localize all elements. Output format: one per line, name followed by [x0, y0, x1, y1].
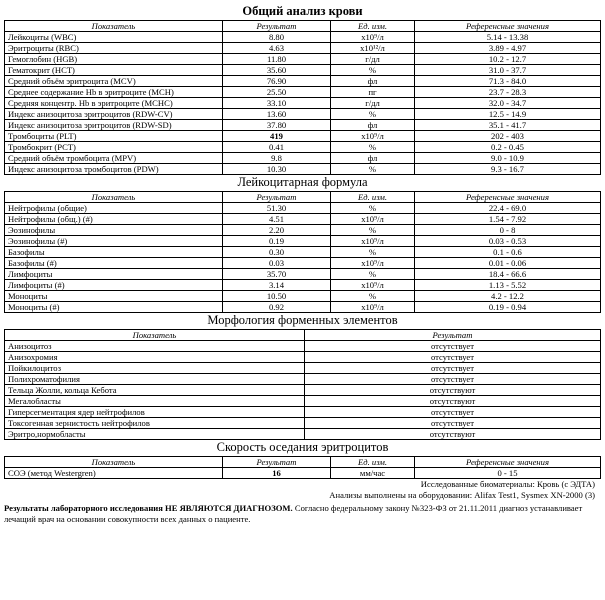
cell-unit: %: [331, 269, 415, 280]
table-row: [5, 429, 601, 440]
cell-unit: x10¹²/л: [331, 43, 415, 54]
cell-name: Средний объём тромбоцита (MPV): [5, 153, 223, 164]
cell-unit: %: [331, 164, 415, 175]
table-row: [5, 468, 601, 479]
table-row: [5, 302, 601, 313]
cell-name: Базофилы: [5, 247, 223, 258]
table-row: [5, 396, 601, 407]
table-row: [5, 76, 601, 87]
cell-ref: 1.13 - 5.52: [415, 280, 601, 291]
table-row: [5, 203, 601, 214]
cell-result: отсутствует: [305, 418, 601, 429]
cell-ref: 10.2 - 12.7: [415, 54, 601, 65]
cell-name: Пойкилоцитоз: [5, 363, 305, 374]
cell-unit: мм/час: [331, 468, 415, 479]
table-row: [5, 225, 601, 236]
cell-ref: 12.5 - 14.9: [415, 109, 601, 120]
table-row: [5, 120, 601, 131]
cell-ref: 0 - 8: [415, 225, 601, 236]
cell-name: Мегалобласты: [5, 396, 305, 407]
cell-name: Полихроматофилия: [5, 374, 305, 385]
cell-result: 51.30: [223, 203, 331, 214]
cell-ref: 35.1 - 41.7: [415, 120, 601, 131]
cell-ref: 0.1 - 0.6: [415, 247, 601, 258]
cell-unit: x10⁹/л: [331, 236, 415, 247]
cell-result: отсутствует: [305, 363, 601, 374]
cell-unit: г/дл: [331, 98, 415, 109]
header-indicator: Показатель: [5, 457, 223, 468]
cell-result: отсутствует: [305, 352, 601, 363]
table-row: [5, 214, 601, 225]
cell-unit: фл: [331, 153, 415, 164]
cell-name: Эритроциты (RBC): [5, 43, 223, 54]
header-unit: Ед. изм.: [331, 192, 415, 203]
header-indicator: Показатель: [5, 192, 223, 203]
cell-name: Средний объём эритроцита (MCV): [5, 76, 223, 87]
cell-result: отсутствует: [305, 407, 601, 418]
esr-table: [4, 456, 601, 479]
lab-report: [4, 4, 601, 525]
cell-ref: 0.01 - 0.06: [415, 258, 601, 269]
cell-result: 4.63: [223, 43, 331, 54]
cell-result: отсутствует: [305, 341, 601, 352]
cell-name: Гематокрит (HCT): [5, 65, 223, 76]
cell-ref: 23.7 - 28.3: [415, 87, 601, 98]
cell-ref: 71.3 - 84.0: [415, 76, 601, 87]
cell-name: Тромбоциты (PLT): [5, 131, 223, 142]
cell-unit: %: [331, 247, 415, 258]
cell-unit: %: [331, 65, 415, 76]
cell-result: 10.30: [223, 164, 331, 175]
cell-name: Лимфоциты (#): [5, 280, 223, 291]
cell-name: Тромбокрит (PCT): [5, 142, 223, 153]
cell-result: отсутствует: [305, 374, 601, 385]
cell-name: Среднее содержание Hb в эритроците (MCH): [5, 87, 223, 98]
table-row: [5, 54, 601, 65]
header-unit: Ед. изм.: [331, 21, 415, 32]
cell-name: Базофилы (#): [5, 258, 223, 269]
header-reference: Референсные значения: [415, 457, 601, 468]
table-row: [5, 352, 601, 363]
cell-name: Моноциты: [5, 291, 223, 302]
table-row: [5, 258, 601, 269]
cell-result: 4.51: [223, 214, 331, 225]
cell-ref: 5.14 - 13.38: [415, 32, 601, 43]
table-row: [5, 247, 601, 258]
section-title-esr: Скорость оседания эритроцитов: [216, 440, 389, 454]
cell-result: 35.60: [223, 65, 331, 76]
cell-result: 0.41: [223, 142, 331, 153]
cell-ref: 18.4 - 66.6: [415, 269, 601, 280]
table-row: [5, 291, 601, 302]
section-title-general: Общий анализ крови: [242, 4, 363, 18]
cell-name: Средняя концентр. Hb в эритроците (MCHC): [5, 98, 223, 109]
cell-name: Индекс анизоцитоза эритроцитов (RDW-SD): [5, 120, 223, 131]
cell-result: 9.8: [223, 153, 331, 164]
cell-name: Нейтрофилы (общ.) (#): [5, 214, 223, 225]
cell-unit: г/дл: [331, 54, 415, 65]
cell-ref: 32.0 - 34.7: [415, 98, 601, 109]
cell-ref: 9.0 - 10.9: [415, 153, 601, 164]
cell-name: Анизохромия: [5, 352, 305, 363]
cell-unit: %: [331, 225, 415, 236]
cell-result: отсутствуют: [305, 429, 601, 440]
cell-unit: %: [331, 142, 415, 153]
biomaterial-note: Исследованные биоматериалы: Кровь (с ЭДТА): [420, 479, 595, 489]
cell-name: Лейкоциты (WBC): [5, 32, 223, 43]
cell-unit: %: [331, 109, 415, 120]
morph-table: [4, 329, 601, 440]
header-reference: Референсные значения: [415, 192, 601, 203]
cell-name: Нейтрофилы (общие): [5, 203, 223, 214]
cell-result: 0.19: [223, 236, 331, 247]
table-row: [5, 407, 601, 418]
table-header-row: [5, 457, 601, 468]
cell-result: 8.80: [223, 32, 331, 43]
table-row: [5, 98, 601, 109]
cell-name: Анизоцитоз: [5, 341, 305, 352]
cell-ref: 0.2 - 0.45: [415, 142, 601, 153]
table-row: [5, 142, 601, 153]
cell-result: 13.60: [223, 109, 331, 120]
cell-result: 11.80: [223, 54, 331, 65]
table-row: [5, 109, 601, 120]
cell-name: Индекс анизоцитоза эритроцитов (RDW-CV): [5, 109, 223, 120]
cell-unit: фл: [331, 76, 415, 87]
cell-result: 2.20: [223, 225, 331, 236]
cell-name: Индекс анизоцитоза тромбоцитов (PDW): [5, 164, 223, 175]
table-row: [5, 341, 601, 352]
cell-name: Моноциты (#): [5, 302, 223, 313]
cell-result: 3.14: [223, 280, 331, 291]
cell-name: Гемоглобин (HGB): [5, 54, 223, 65]
table-row: [5, 87, 601, 98]
cell-result: 0.92: [223, 302, 331, 313]
header-result: Результат: [223, 192, 331, 203]
header-result: Результат: [305, 330, 601, 341]
cell-unit: %: [331, 291, 415, 302]
equipment-note: Анализы выполнены на оборудовании: Alifax Test1, Sysmex XN-2000 (3): [329, 490, 595, 500]
cell-ref: 0.19 - 0.94: [415, 302, 601, 313]
section-title-morph: Морфология форменных элементов: [207, 313, 398, 327]
cell-result: 0.30: [223, 247, 331, 258]
section-title-leuko: Лейкоцитарная формула: [237, 175, 368, 189]
cell-result: 76.90: [223, 76, 331, 87]
table-row: [5, 280, 601, 291]
cell-result: 37.80: [223, 120, 331, 131]
header-indicator: Показатель: [5, 21, 223, 32]
cell-result: 10.50: [223, 291, 331, 302]
header-unit: Ед. изм.: [331, 457, 415, 468]
cell-unit: x10⁹/л: [331, 32, 415, 43]
general-table: [4, 20, 601, 175]
cell-result: 35.70: [223, 269, 331, 280]
cell-unit: пг: [331, 87, 415, 98]
table-row: [5, 236, 601, 247]
cell-result: отсутствуют: [305, 385, 601, 396]
cell-result: 419: [223, 131, 331, 142]
cell-result: 33.10: [223, 98, 331, 109]
cell-result: 25.50: [223, 87, 331, 98]
cell-name: Тельца Жолли, кольца Кебота: [5, 385, 305, 396]
disclaimer-text: Согласно федеральному закону №323-ФЗ от 21.11.2011 диагноз устанавливает лечащий врач на основании совокупности всех данных о пациенте.: [4, 503, 583, 524]
cell-name: Эритро,нормобласты: [5, 429, 305, 440]
cell-name: Эозинофилы: [5, 225, 223, 236]
table-row: [5, 32, 601, 43]
cell-result: отсутствуют: [305, 396, 601, 407]
table-header-row: [5, 330, 601, 341]
cell-name: СОЭ (метод Westergren): [5, 468, 223, 479]
cell-unit: %: [331, 203, 415, 214]
table-row: [5, 269, 601, 280]
cell-name: Токсогенная зернистость нейтрофилов: [5, 418, 305, 429]
cell-unit: x10⁹/л: [331, 214, 415, 225]
cell-unit: x10⁹/л: [331, 302, 415, 313]
table-row: [5, 374, 601, 385]
table-header-row: [5, 21, 601, 32]
header-reference: Референсные значения: [415, 21, 601, 32]
cell-ref: 31.0 - 37.7: [415, 65, 601, 76]
disclaimer: [4, 503, 601, 525]
cell-unit: x10⁹/л: [331, 280, 415, 291]
cell-ref: 202 - 403: [415, 131, 601, 142]
header-result: Результат: [223, 21, 331, 32]
cell-ref: 0.03 - 0.53: [415, 236, 601, 247]
table-row: [5, 164, 601, 175]
cell-ref: 9.3 - 16.7: [415, 164, 601, 175]
cell-ref: 0 - 15: [415, 468, 601, 479]
table-row: [5, 65, 601, 76]
leuko-table: [4, 191, 601, 313]
table-header-row: [5, 192, 601, 203]
header-result: Результат: [223, 457, 331, 468]
cell-name: Эозинофилы (#): [5, 236, 223, 247]
cell-unit: x10⁹/л: [331, 131, 415, 142]
cell-ref: 4.2 - 12.2: [415, 291, 601, 302]
header-indicator: Показатель: [5, 330, 305, 341]
cell-unit: фл: [331, 120, 415, 131]
disclaimer-bold: Результаты лабораторного исследования НЕ ЯВЛЯЮТСЯ ДИАГНОЗОМ.: [4, 503, 293, 513]
cell-ref: 3.89 - 4.97: [415, 43, 601, 54]
cell-name: Лимфоциты: [5, 269, 223, 280]
table-row: [5, 385, 601, 396]
table-row: [5, 131, 601, 142]
table-row: [5, 363, 601, 374]
table-row: [5, 418, 601, 429]
cell-ref: 1.54 - 7.92: [415, 214, 601, 225]
cell-unit: x10⁹/л: [331, 258, 415, 269]
cell-result: 0.03: [223, 258, 331, 269]
cell-ref: 22.4 - 69.0: [415, 203, 601, 214]
table-row: [5, 153, 601, 164]
table-row: [5, 43, 601, 54]
cell-result: 16: [223, 468, 331, 479]
cell-name: Гиперсегментация ядер нейтрофилов: [5, 407, 305, 418]
